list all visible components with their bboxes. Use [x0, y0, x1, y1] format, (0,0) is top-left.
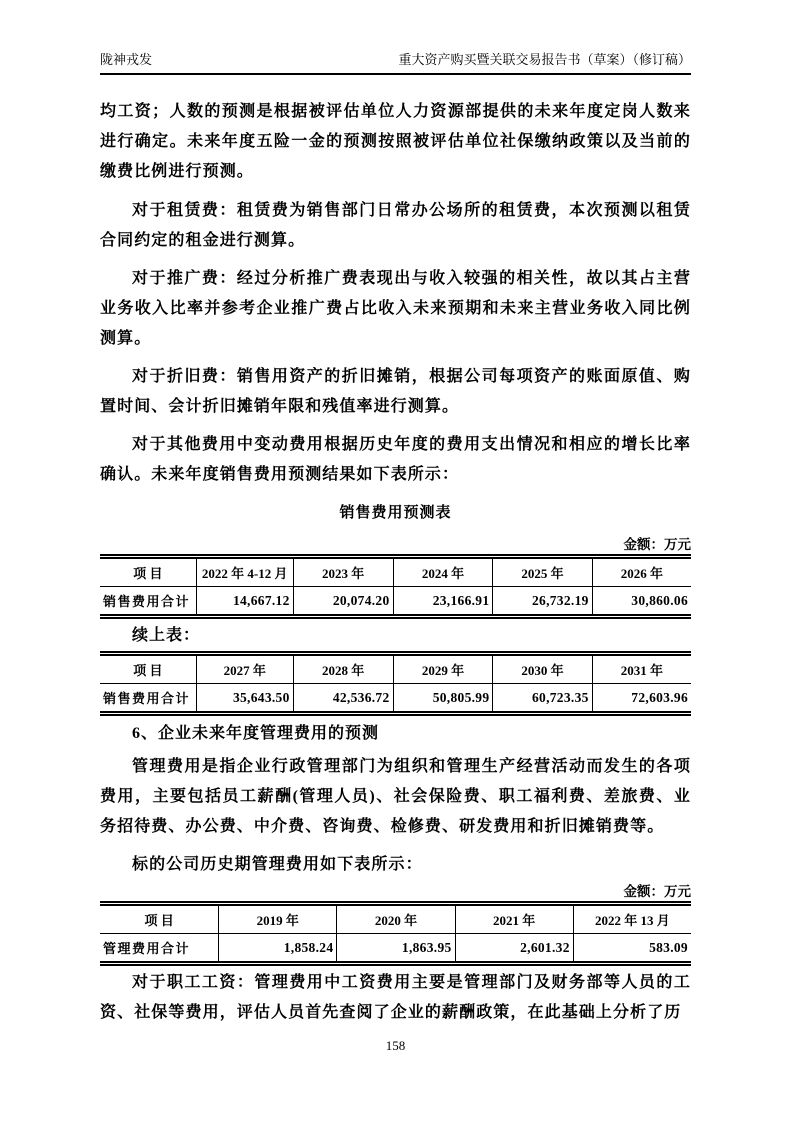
cell-value: 583.09	[573, 934, 691, 961]
row-label: 销售费用合计	[103, 594, 191, 609]
paragraph-staff-wage: 对于职工工资：管理费用中工资费用主要是管理部门及财务部等人员的工资、社保等费用，评估人员首先查阅了企业的薪酬政策，在此基础上分析了历	[100, 974, 691, 1021]
table-header-row	[100, 559, 691, 587]
cell-value: 35,643.50	[196, 684, 293, 711]
column-header: 2027 年	[196, 656, 293, 684]
table-title-sales-forecast: 销售费用预测表	[339, 505, 452, 521]
paragraph-depreciation-fee: 对于折旧费：销售用资产的折旧摊销，根据公司每项资产的账面原值、购置时间、会计折旧摊销年限和残值率进行测算。	[100, 368, 691, 415]
paragraph-admin-history-intro: 标的公司历史期管理费用如下表所示：	[132, 856, 423, 873]
paragraph-promotion-fee: 对于推广费：经过分析推广费表现出与收入较强的相关性，故以其占主营业务收入比率并参考企业推广费占比收入未来预期和未来主营业务收入同比例测算。	[100, 270, 691, 347]
column-header: 2022 年 4-12 月	[196, 559, 293, 587]
page-number: 158	[385, 1038, 406, 1053]
row-label: 管理费用合计	[103, 941, 191, 956]
column-header: 2026 年	[592, 559, 691, 587]
column-header: 2023 年	[293, 559, 393, 587]
paragraph-rental-fee: 对于租赁费：租赁费为销售部门日常办公场所的租赁费，本次预测以租赁合同约定的租金进行测算。	[100, 202, 691, 249]
page-header	[100, 49, 691, 75]
table-row	[100, 684, 691, 711]
table-row	[100, 587, 691, 614]
header-company-name: 陇神戎发	[100, 52, 153, 67]
cell-value: 1,863.95	[336, 934, 454, 961]
paragraph-other-fee: 对于其他费用中变动费用根据历史年度的费用支出情况和相应的增长比率确认。未来年度销售费用预测结果如下表所示：	[100, 436, 691, 483]
column-header: 2024 年	[393, 559, 493, 587]
cell-value: 2,601.32	[455, 934, 573, 961]
column-header: 2025 年	[492, 559, 591, 587]
cell-value: 20,074.20	[293, 587, 393, 614]
column-header: 2031 年	[592, 656, 691, 684]
column-header: 2022 年 13 月	[573, 906, 691, 934]
paragraph-wage-forecast: 均工资；人数的预测是根据被评估单位人力资源部提供的未来年度定岗人数来进行确定。未来年度五险一金的预测按照被评估单位社保缴纳政策以及当前的缴费比例进行预测。	[100, 103, 691, 180]
table-header-row	[100, 656, 691, 684]
cell-value: 50,805.99	[393, 684, 493, 711]
column-header: 项 目	[100, 906, 218, 934]
column-header: 项 目	[100, 559, 196, 587]
cell-value: 72,603.96	[592, 684, 691, 711]
column-header: 2029 年	[393, 656, 493, 684]
continuation-label: 续上表：	[132, 627, 201, 644]
table-row	[100, 934, 691, 961]
cell-value: 14,667.12	[196, 587, 293, 614]
sales-forecast-table-1	[100, 554, 691, 619]
cell-value: 42,536.72	[293, 684, 393, 711]
column-header: 2019 年	[218, 906, 336, 934]
cell-value: 1,858.24	[218, 934, 336, 961]
cell-value: 23,166.91	[393, 587, 493, 614]
column-header: 2030 年	[492, 656, 591, 684]
cell-value: 30,860.06	[592, 587, 691, 614]
cell-value: 26,732.19	[492, 587, 591, 614]
column-header: 2020 年	[336, 906, 454, 934]
unit-note-1: 金额：万元	[623, 537, 691, 552]
admin-expense-history-table	[100, 901, 691, 966]
sales-forecast-table-2	[100, 651, 691, 716]
column-header: 项 目	[100, 656, 196, 684]
header-doc-title: 重大资产购买暨关联交易报告书（草案）（修订稿）	[398, 52, 691, 67]
row-label: 销售费用合计	[103, 691, 191, 706]
unit-note-2: 金额：万元	[623, 884, 691, 899]
column-header: 2021 年	[455, 906, 573, 934]
paragraph-admin-expense-def: 管理费用是指企业行政管理部门为组织和管理生产经营活动而发生的各项费用，主要包括员工薪酬(管理人员)、社会保险费、职工福利费、差旅费、业务招待费、办公费、中介费、咨询费、检修费、研发费用和折旧摊销费等。	[100, 758, 691, 835]
cell-value: 60,723.35	[492, 684, 591, 711]
section-heading-6: 6、企业未来年度管理费用的预测	[132, 725, 380, 742]
table-header-row	[100, 906, 691, 934]
column-header: 2028 年	[293, 656, 393, 684]
